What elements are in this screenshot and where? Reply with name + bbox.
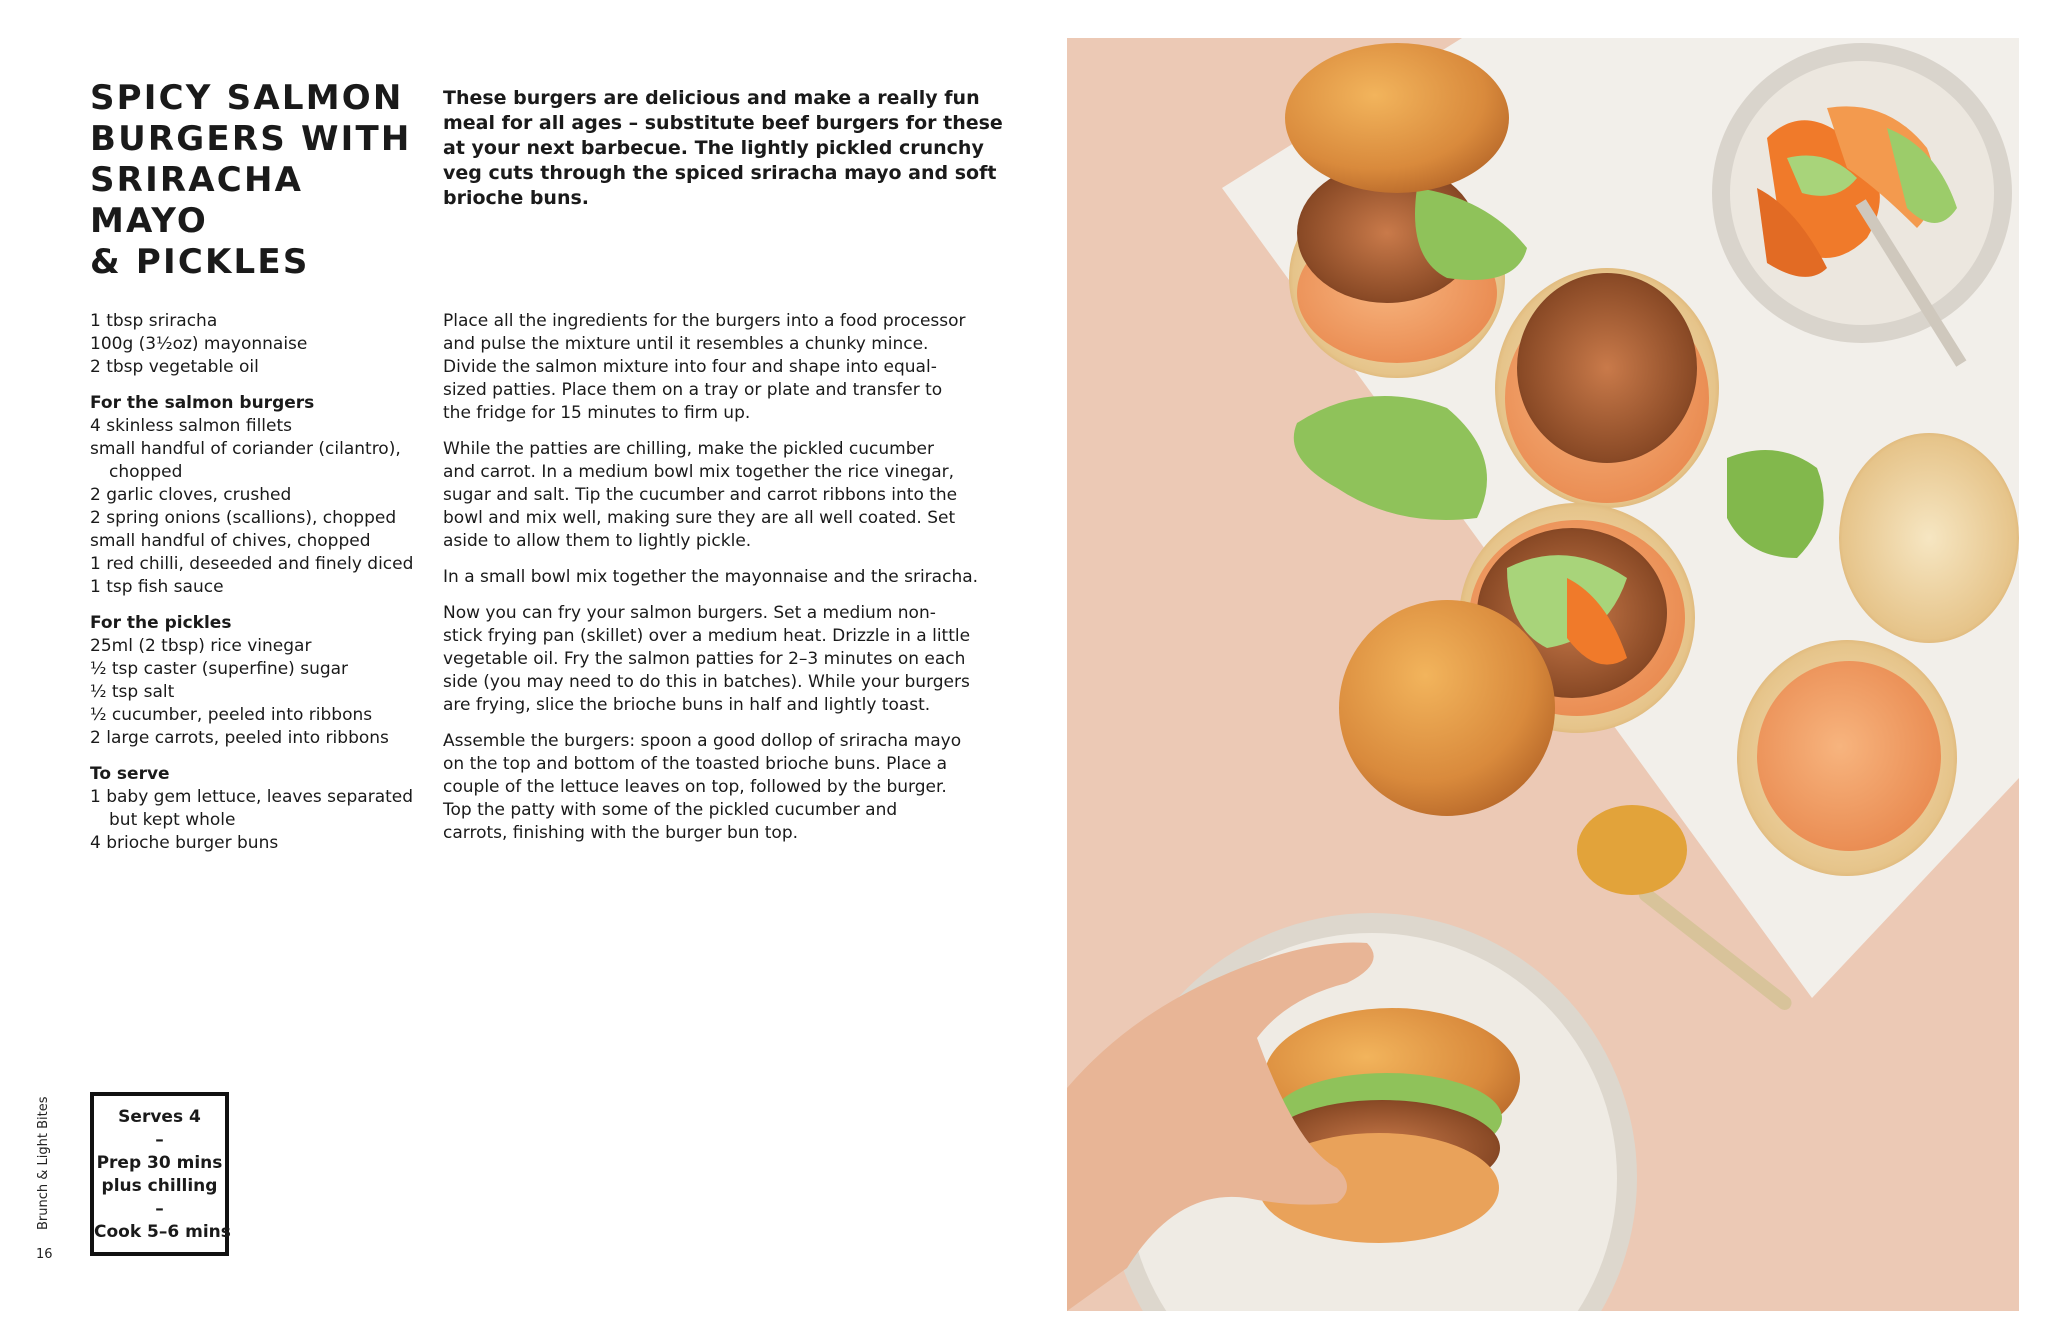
title-line: SRIRACHA MAYO bbox=[90, 160, 304, 241]
info-divider: – bbox=[155, 1199, 164, 1219]
serves-text: Serves 4 bbox=[118, 1107, 201, 1127]
method-line: aside to allow them to lightly pickle. bbox=[443, 531, 752, 551]
method-line: vegetable oil. Fry the salmon patties for 2–3 minutes on each bbox=[443, 649, 966, 669]
ingredient-item: small handful of coriander (cilantro), bbox=[90, 439, 401, 459]
ingredient-item: 2 large carrots, peeled into ribbons bbox=[90, 728, 389, 748]
title-line: & PICKLES bbox=[90, 242, 310, 282]
method-line: and carrot. In a medium bowl mix together the rice vinegar, bbox=[443, 462, 955, 482]
ingredients-list bbox=[90, 310, 430, 855]
intro-line: veg cuts through the spiced sriracha mayo and soft bbox=[443, 162, 997, 184]
ingredient-item: ½ cucumber, peeled into ribbons bbox=[90, 705, 373, 725]
ingredient-item: ½ tsp caster (superfine) sugar bbox=[90, 659, 349, 679]
ingredient-item: 2 tbsp vegetable oil bbox=[90, 357, 259, 377]
burger-photo-illustration bbox=[1067, 38, 2019, 1311]
ingredient-item: 2 spring onions (scallions), chopped bbox=[90, 508, 397, 528]
method-line: Place all the ingredients for the burgers into a food processor bbox=[443, 311, 966, 331]
ingredient-item: 1 baby gem lettuce, leaves separated bbox=[90, 787, 414, 807]
method-paragraph bbox=[443, 438, 963, 553]
cook-time-text: Cook 5–6 mins bbox=[94, 1222, 231, 1242]
ingredient-group-heading: To serve bbox=[90, 764, 170, 784]
method-paragraph bbox=[443, 730, 963, 845]
method-line: on the top and bottom of the toasted brioche buns. Place a bbox=[443, 754, 948, 774]
title-line: BURGERS WITH bbox=[90, 119, 412, 159]
recipe-photo bbox=[1067, 38, 2019, 1311]
intro-line: brioche buns. bbox=[443, 187, 590, 209]
method-line: Divide the salmon mixture into four and shape into equal- bbox=[443, 357, 937, 377]
method-line: side (you may need to do this in batches). While your burgers bbox=[443, 672, 970, 692]
ingredient-item: small handful of chives, chopped bbox=[90, 531, 371, 551]
recipe-intro bbox=[443, 86, 1003, 211]
ingredient-group-heading: For the salmon burgers bbox=[90, 393, 315, 413]
method-steps bbox=[443, 310, 979, 858]
method-line: Assemble the burgers: spoon a good dollop of sriracha mayo bbox=[443, 731, 962, 751]
ingredient-item: 4 brioche burger buns bbox=[90, 833, 279, 853]
ingredient-item: ½ tsp salt bbox=[90, 682, 175, 702]
method-line: are frying, slice the brioche buns in half and lightly toast. bbox=[443, 695, 931, 715]
ingredient-group-heading: For the pickles bbox=[90, 613, 232, 633]
method-line: sized patties. Place them on a tray or plate and transfer to bbox=[443, 380, 943, 400]
ingredient-item: 2 garlic cloves, crushed bbox=[90, 485, 292, 505]
ingredient-item: 1 red chilli, deseeded and finely diced bbox=[90, 554, 414, 574]
ingredient-item: 25ml (2 tbsp) rice vinegar bbox=[90, 636, 312, 656]
burger-middle-patty bbox=[1495, 268, 1719, 508]
method-line: sugar and salt. Tip the cucumber and carrot ribbons into the bbox=[443, 485, 958, 505]
method-paragraph bbox=[443, 602, 971, 717]
prep-time-note: plus chilling bbox=[101, 1176, 218, 1196]
intro-line: meal for all ages – substitute beef burgers for these bbox=[443, 112, 1003, 134]
title-line: SPICY SALMON bbox=[90, 78, 404, 118]
ingredient-item: 100g (3½oz) mayonnaise bbox=[90, 334, 308, 354]
method-line: couple of the lettuce leaves on top, followed by the burger. bbox=[443, 777, 947, 797]
method-line: stick frying pan (skillet) over a medium heat. Drizzle in a little bbox=[443, 626, 971, 646]
method-line: carrots, finishing with the burger bun top. bbox=[443, 823, 799, 843]
recipe-info-box bbox=[90, 1092, 229, 1256]
method-line: Top the patty with some of the pickled cucumber and bbox=[443, 800, 898, 820]
ingredient-item: 1 tsp fish sauce bbox=[90, 577, 224, 597]
method-line: and pulse the mixture until it resembles a chunky mince. bbox=[443, 334, 929, 354]
ingredient-item: 4 skinless salmon fillets bbox=[90, 416, 292, 436]
bun-half bbox=[1839, 433, 2019, 643]
ingredient-item-continued: but kept whole bbox=[109, 810, 236, 830]
method-paragraph bbox=[443, 566, 979, 589]
method-line: bowl and mix well, making sure they are all well coated. Set bbox=[443, 508, 956, 528]
method-paragraph bbox=[443, 310, 966, 425]
bun-with-mayo bbox=[1737, 640, 1957, 876]
method-line: Now you can fry your salmon burgers. Set a medium non- bbox=[443, 603, 936, 623]
method-line: In a small bowl mix together the mayonnaise and the sriracha. bbox=[443, 567, 979, 587]
recipe-title bbox=[90, 78, 430, 283]
info-divider: – bbox=[155, 1130, 164, 1150]
ingredient-item: 1 tbsp sriracha bbox=[90, 311, 218, 331]
intro-line: These burgers are delicious and make a really fun bbox=[443, 87, 980, 109]
bun-top-whole bbox=[1339, 600, 1555, 816]
section-label: Brunch & Light Bites bbox=[36, 1096, 51, 1230]
ingredient-item-continued: chopped bbox=[109, 462, 183, 482]
method-line: While the patties are chilling, make the pickled cucumber bbox=[443, 439, 934, 459]
prep-time-text: Prep 30 mins bbox=[96, 1153, 223, 1173]
method-line: the fridge for 15 minutes to firm up. bbox=[443, 403, 751, 423]
intro-line: at your next barbecue. The lightly pickled crunchy bbox=[443, 137, 984, 159]
page-number: 16 bbox=[36, 1247, 53, 1262]
